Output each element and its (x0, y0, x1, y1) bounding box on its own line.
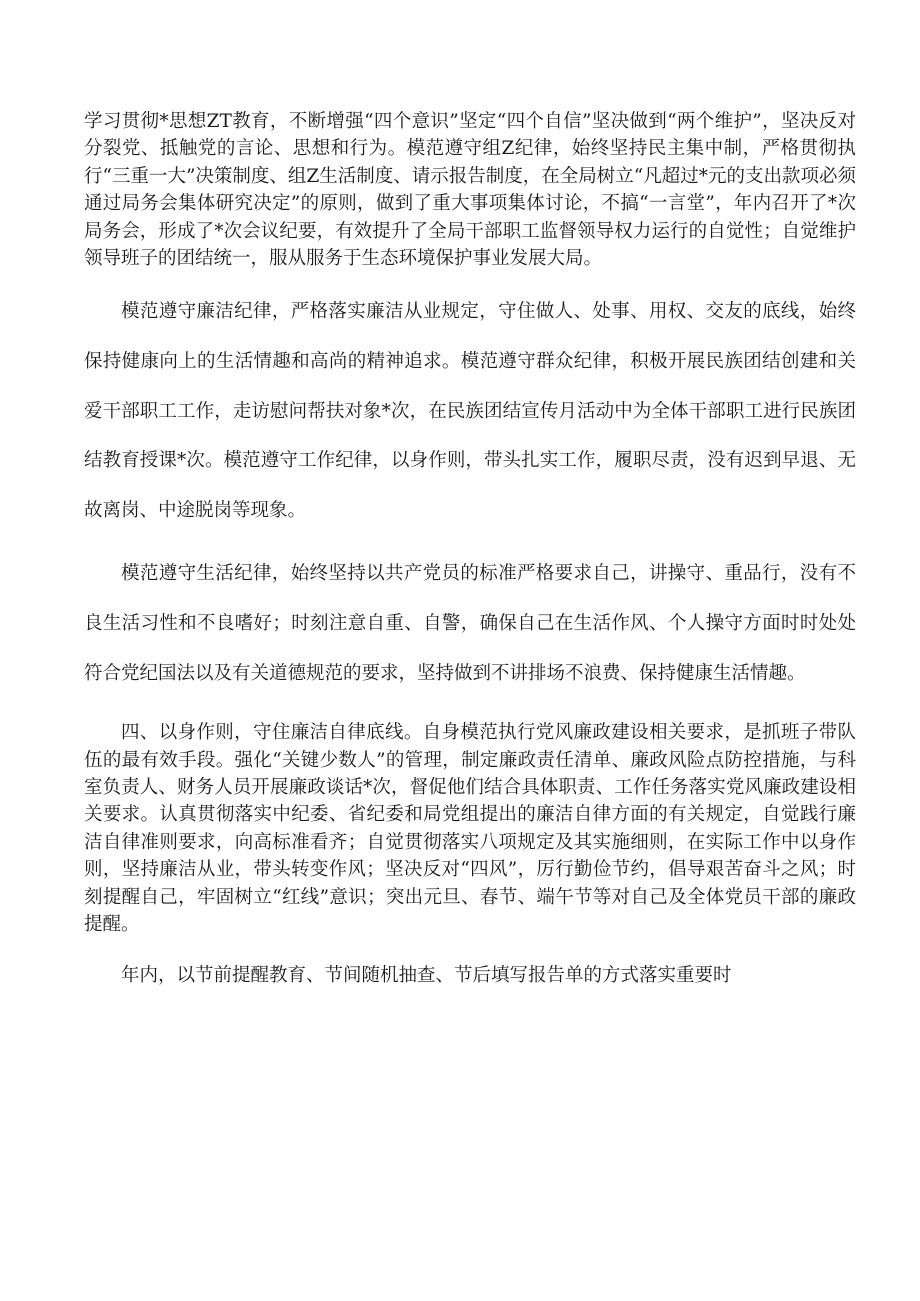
paragraph-holiday-reminder: 年内，以节前提醒教育、节间随机抽查、节后填写报告单的方式落实重要时 (121, 965, 732, 987)
document-page (84, 108, 856, 990)
paragraph-integrity-discipline: 模范遵守廉洁纪律，严格落实廉洁从业规定，守住做人、处事、用权、交友的底线，始终保持健康向上的生活情趣和高尚的精神追求。模范遵守群众纪律，积极开展民族团结创建和关爱干部职工工作，走访慰问帮扶对象*次，在民族团结宣传月活动中为全体干部职工进行民族团结教育授课*次。模范遵守工作纪律，以身作则，带头扎实工作，履职尽责，没有迟到早退、无故离岗、中途脱岗等现象。 (84, 301, 856, 521)
paragraph-political-discipline: 学习贯彻*思想ZT教育，不断增强“四个意识”坚定“四个自信”坚决做到“两个维护”，坚决反对分裂党、抵触党的言论、思想和行为。模范遵守组Z纪律，始终坚持民主集中制，严格贯彻执行“三重一大”决策制度、组Z生活制度、请示报告制度，在全局树立“凡超过*元的支出款项必须通过局务会集体研究决定”的原则，做到了重大事项集体讨论，不搞“一言堂”，年内召开了*次局务会，形成了*次会议纪要，有效提升了全局干部职工监督领导权力运行的自觉性；自觉维护领导班子的团结统一，服从服务于生态环境保护事业发展大局。 (84, 111, 856, 270)
paragraph-section-four: 四、以身作则，守住廉洁自律底线。自身模范执行党风廉政建设相关要求，是抓班子带队伍的最有效手段。强化“关键少数人”的管理，制定廉政责任清单、廉政风险点防控措施，与科室负责人、财务人员开展廉政谈话*次，督促他们结合具体职责、工作任务落实党风廉政建设相关要求。认真贯彻落实中纪委、省纪委和局党组提出的廉洁自律方面的有关规定，自觉践行廉洁自律准则要求，向高标准看齐；自觉贯彻落实八项规定及其实施细则，在实际工作中以身作则，坚持廉洁从业，带头转变作风；坚决反对“四风”，厉行勤俭节约，倡导艰苦奋斗之风；时刻提醒自己，牢固树立“红线”意识；突出元旦、春节、端午节等对自己及全体党员干部的廉政提醒。 (84, 722, 856, 936)
paragraph-life-discipline: 模范遵守生活纪律，始终坚持以共产党员的标准严格要求自己，讲操守、重品行，没有不良生活习性和不良嗜好；时刻注意自重、自警，确保自己在生活作风、个人操守方面时时处处符合党纪国法以及有关道德规范的要求，坚持做到不讲排场不浪费、保持健康生活情趣。 (84, 563, 856, 684)
